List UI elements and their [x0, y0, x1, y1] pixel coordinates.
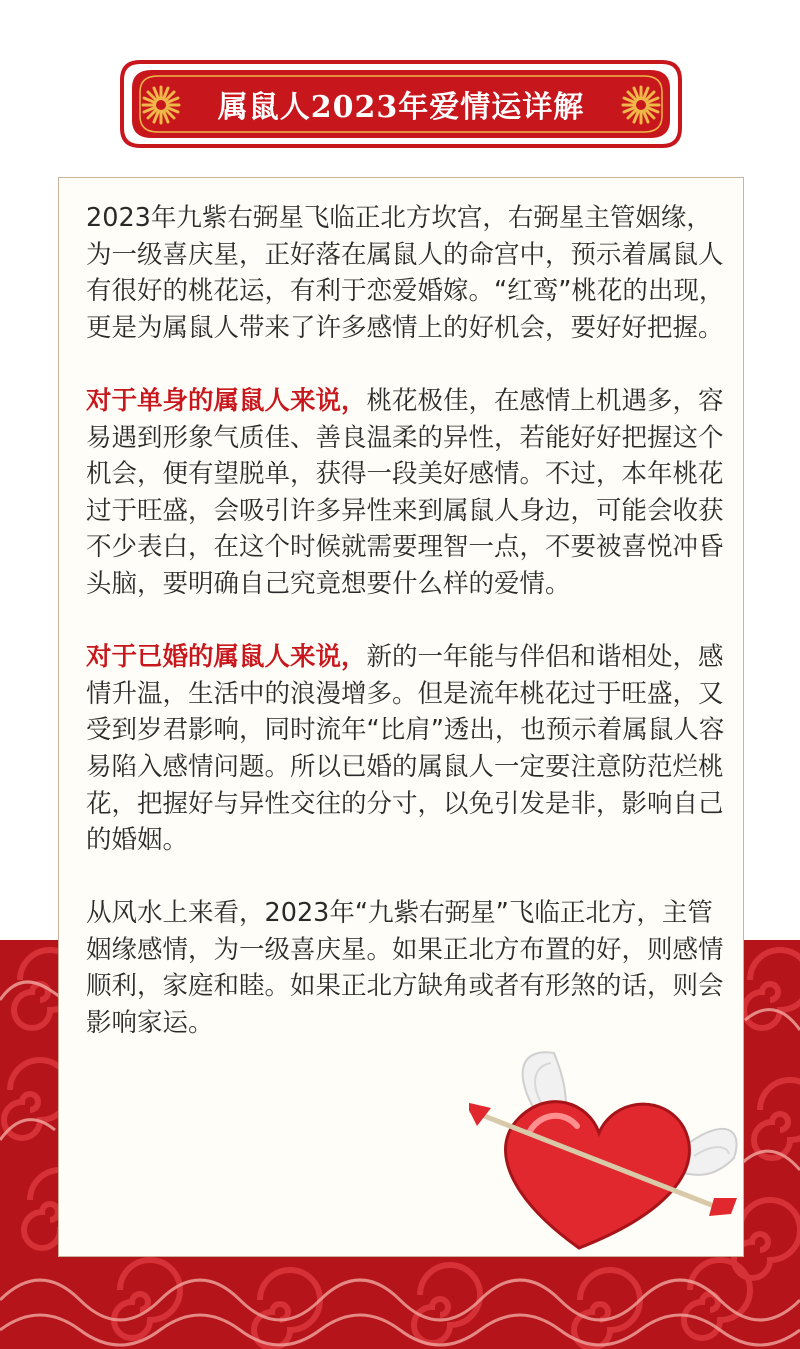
- paragraph-married: [86, 639, 726, 859]
- content-card: [58, 177, 744, 1257]
- paragraph-fengshui: [86, 895, 726, 1041]
- article-body: [86, 200, 726, 1078]
- paragraph-single: [86, 383, 726, 603]
- paragraph-body: 桃花极佳，在感情上机遇多，容易遇到形象气质佳、善良温柔的异性，若能好好把握这个机会，便有望脱单，获得一段美好感情。不过，本年桃花过于旺盛，会吸引许多异性来到属鼠人身边，可能会收获不少表白，在这个时候就需要理智一点，不要被喜悦冲昏头脑，要明确自己究竟想要什么样的爱情。: [86, 385, 724, 599]
- paragraph-lead: 对于单身的属鼠人来说，: [86, 385, 367, 416]
- paragraph-intro: [86, 200, 726, 346]
- page-title: 属鼠人2023年爱情运详解: [217, 90, 585, 125]
- title-banner: [118, 58, 684, 150]
- paragraph-body: 从风水上来看，2023年“九紫右弼星”飞临正北方，主管姻缘感情，为一级喜庆星。如果正北方布置的好，则感情顺利，家庭和睦。如果正北方缺角或者有形煞的话，则会影响家运。: [86, 898, 724, 1039]
- winged-heart-arrow-icon: [469, 1048, 749, 1258]
- paragraph-body: 2023年九紫右弼星飞临正北方坎宫，右弼星主管姻缘，为一级喜庆星，正好落在属鼠人的命宫中，预示着属鼠人有很好的桃花运，有利于恋爱婚嫁。“红鸾”桃花的出现，更是为属鼠人带来了许多感情上的好机会，要好好把握。: [86, 203, 725, 343]
- paragraph-lead: 对于已婚的属鼠人来说，: [86, 642, 367, 673]
- paragraph-body: 新的一年能与伴侣和谐相处，感情升温，生活中的浪漫增多。但是流年桃花过于旺盛，又受到岁君影响，同时流年“比肩”透出，也预示着属鼠人容易陷入感情问题。所以已婚的属鼠人一定要注意防范烂桃花，把握好与异性交往的分寸，以免引发是非，影响自己的婚姻。: [86, 642, 725, 856]
